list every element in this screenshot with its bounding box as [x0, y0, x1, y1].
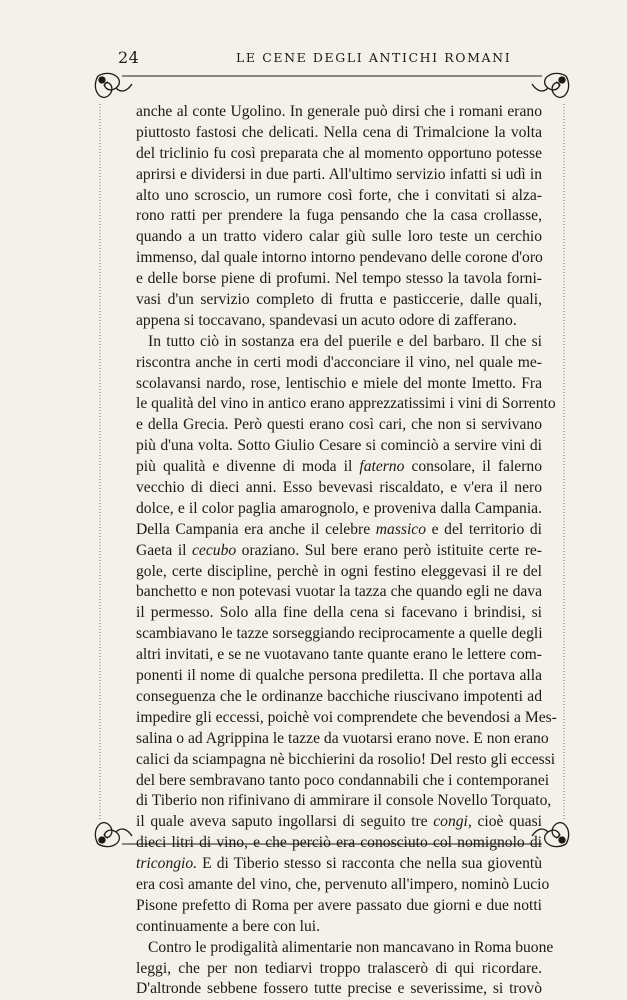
text-line: aprirsi e dividersi in due parti. All'ultimo servizio infatti si udì in: [136, 165, 542, 183]
text-fragment: più qualità e divenne di moda il: [136, 458, 353, 476]
text-line: appena si toccavano, spandevasi un acuto odore di zafferano.: [136, 311, 517, 329]
text-line: impedire gli eccessi, poichè voi comprendete che bevendosi a Mes-: [136, 708, 557, 726]
text-line: calici da sciampagna nè bicchierini da rosolio! Del resto gli eccessi: [136, 750, 556, 768]
text-line: In tutto ciò in sostanza era del puerile e del barbaro. Il che si: [148, 332, 542, 350]
text-line: conseguenza che le ordinanze bacchiche riuscivano impotenti ad: [136, 687, 542, 705]
text-line: le qualità del vino in antico erano apprezzatissimi i vini di Sorrento: [136, 395, 556, 413]
text-line: Pisone prefetto di Roma per avere passato due giorni e due notti: [136, 896, 542, 914]
italic-term: massico: [375, 520, 427, 538]
text-line: vasi d'un servizio completo di frutta e pasticcerie, dalle quali,: [136, 291, 542, 309]
text-line: [136, 812, 542, 833]
text-line: salina o ad Agrippina le tazze da vuotarsi erano nove. E non erano: [136, 729, 549, 747]
text-line: ponenti il nome di qualche persona prediletta. Il che portava alla: [136, 667, 542, 685]
corner-flourish-icon: [95, 823, 132, 847]
text-line: gole, certe discipline, perchè in ogni festino eleggevasi il re del: [136, 562, 542, 580]
text-line: D'altronde sebbene fossero tutte precise e severissime, si trovò: [136, 980, 542, 998]
text-fragment: consolare, il falerno: [404, 458, 542, 476]
corner-flourish-icon: [95, 73, 132, 97]
text-line: di Tiberio non rifinivano di ammirare il console Novello Torquato,: [136, 792, 552, 810]
text-line: dolce, e il color paglia amarognolo, e proveniva dalla Campania.: [136, 499, 542, 517]
text-fragment: E di Tiberio stesso si racconta che nella sua gioventù: [197, 855, 542, 873]
text-line: leggi, che per non tediarvi troppo tralascerò di qui ricordare.: [136, 959, 542, 977]
text-line: vecchio di dieci anni. Esso bevevasi riscaldato, e v'era il nero: [136, 479, 542, 497]
italic-term: tricongio.: [136, 855, 198, 873]
text-line: scolavansi nardo, rose, lentischio e miele del monte Imetto. Fra: [136, 374, 542, 392]
text-line: quando a un tratto videro calar giù sulle loro teste un cerchio: [136, 228, 542, 246]
text-fragment: il quale aveva saputo ingollarsi di seguito tre: [136, 813, 428, 831]
text-line: e della Grecia. Però questi erano così cari, che non si servivano: [136, 416, 542, 434]
text-line: [136, 520, 542, 541]
text-line: era così amante del vino, che, pervenuto all'impero, nominò Lucio: [136, 875, 550, 893]
text-line: [136, 457, 542, 478]
text-fragment: cioè quasi: [471, 813, 542, 831]
corner-flourish-icon: [532, 73, 569, 97]
text-line: più d'una volta. Sotto Giulio Cesare si cominciò a servire vini di: [136, 437, 542, 455]
text-fragment: Gaeta il: [136, 541, 187, 559]
text-line: banchetto e non potevasi vuotar la tazza che quando egli ne dava: [136, 583, 542, 601]
text-line: altri invitati, e se ne vuotavano tante quante erano le lettere com-: [136, 646, 542, 664]
text-line: [136, 854, 542, 875]
text-line: [136, 541, 542, 562]
text-line: immenso, dal quale intorno intorno pendevano delle corone d'oro: [136, 249, 543, 267]
text-line: Contro le prodigalità alimentarie non mancavano in Roma buone: [148, 938, 554, 956]
text-fragment: Della Campania era anche il celebre: [136, 520, 371, 538]
text-line: il permesso. Solo alla fine della cena si facevano i brindisi, si: [136, 604, 542, 622]
text-fragment: e del territorio di: [426, 520, 543, 538]
text-line: continuamente a bere con lui.: [136, 917, 321, 935]
text-line: rono ratti per prendere la fuga pensando che la casa crollasse,: [136, 207, 542, 225]
page-number: 24: [118, 48, 140, 67]
body-text: [136, 102, 557, 1000]
running-title: LE CENE DEGLI ANTICHI ROMANI: [236, 50, 512, 65]
text-fragment: oraziano. Sul bere erano però istituite certe re-: [236, 541, 542, 559]
text-line: piuttosto fastosi che delicati. Nella cena di Trimalcione la volta: [136, 123, 542, 141]
text-line: riscontra anche in certi modi d'acconciare il vino, nel quale me-: [136, 353, 542, 371]
text-line: dieci litri di vino, e che perciò era conosciuto col nomignolo di: [136, 834, 542, 852]
text-line: anche al conte Ugolino. In generale può dirsi che i romani erano: [136, 103, 542, 120]
text-line: e delle borse piene di profumi. Nel tempo stesso la tavola forni-: [136, 270, 542, 288]
text-line: scambiavano le tazze sorseggiando reciprocamente a quelle degli: [136, 625, 543, 643]
italic-term: faterno: [359, 458, 405, 476]
text-line: alto uno scroscio, un rumore così forte, che i convitati si alza-: [136, 186, 542, 204]
text-line: del bere sembravano tanto poco condannabili che i contemporanei: [136, 771, 550, 789]
text-line: del triclinio fu così preparata che al momento opportuno potesse: [136, 144, 542, 162]
italic-term: cecubo: [192, 541, 237, 559]
italic-term: congi,: [433, 813, 472, 831]
